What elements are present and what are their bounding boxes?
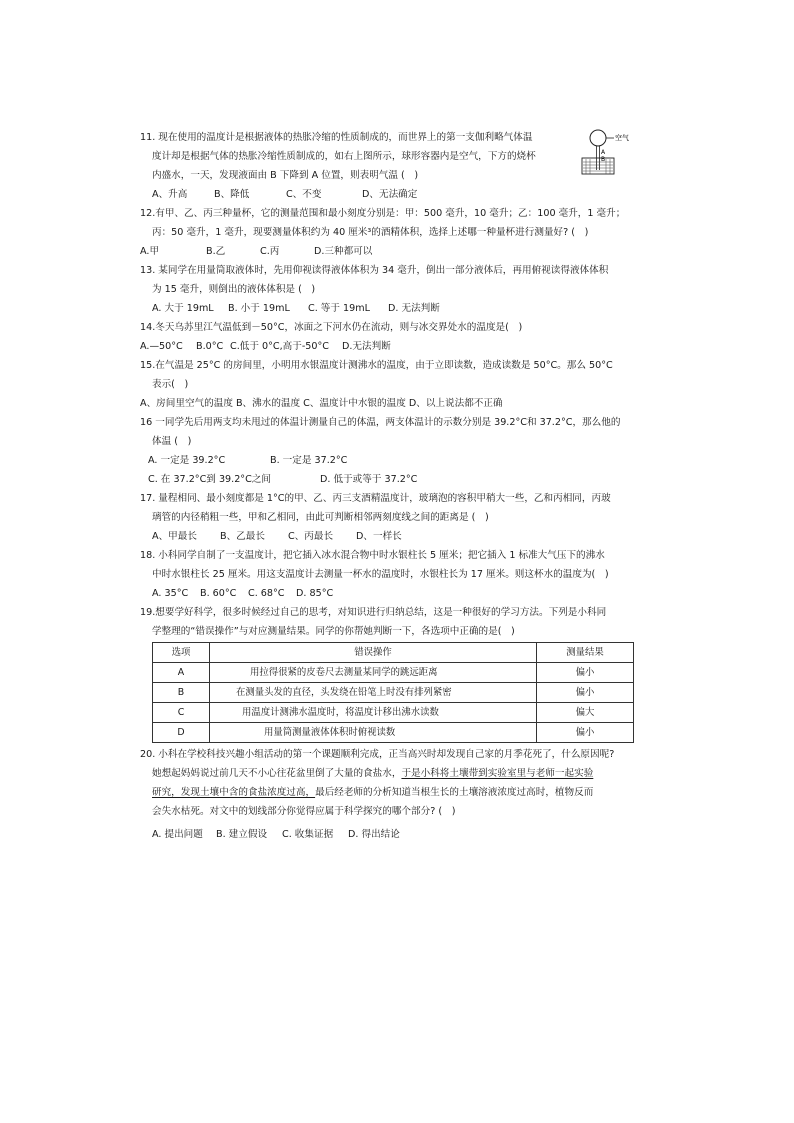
q20-line-3-text: 最后经老师的分析知道当根生长的土壤溶液浓度过高时，植物反而 bbox=[315, 787, 594, 798]
q11-options bbox=[140, 185, 650, 204]
table-cell-operation: 用量筒测量液体体积时俯视读数 bbox=[210, 723, 537, 743]
table-cell-result: 偏小 bbox=[537, 683, 634, 703]
q11-line-1: 11. 现在使用的温度计是根据液体的热胀冷缩的性质制成的，而世界上的第一支伽利略气体温 bbox=[140, 132, 533, 143]
table-cell-result: 偏小 bbox=[537, 723, 634, 743]
question-list bbox=[140, 128, 650, 844]
q20-option-b: B. 建立假设 bbox=[216, 829, 268, 840]
table-row bbox=[153, 703, 634, 723]
figure-label-b: B bbox=[601, 156, 606, 163]
q12-option-b: B.乙 bbox=[206, 246, 226, 257]
q12-line-2: 丙：50 毫升，1 毫升，现要测量体积约为 40 厘米³的酒精体积，选择上述哪一种量杯进行测量好? ( ) bbox=[152, 227, 589, 238]
q16-option-a: A. 一定是 39.2°C bbox=[148, 455, 226, 466]
q16-option-b: B. 一定是 37.2°C bbox=[270, 455, 348, 466]
table-cell-option: A bbox=[153, 663, 210, 683]
q15-line-1: 15.在气温是 25°C 的房间里，小明用水银温度计测沸水的温度，由于立即读数，造成读数是 50°C。那么 50°C bbox=[140, 360, 613, 371]
q17-option-c: C、丙最长 bbox=[288, 531, 334, 542]
table-row bbox=[153, 723, 634, 743]
question-16 bbox=[140, 413, 650, 489]
q16-line-2: 体温 ( ) bbox=[152, 436, 192, 447]
q11-line-3: 内盛水，一天，发现液面由 B 下降到 A 位置，则表明气温 ( ) bbox=[152, 170, 419, 181]
q20-line-3 bbox=[140, 783, 650, 802]
q16-options-row-1 bbox=[140, 451, 650, 470]
q16-options-row-2 bbox=[140, 470, 650, 489]
question-19 bbox=[140, 603, 650, 743]
q13-option-d: D. 无法判断 bbox=[388, 303, 440, 314]
q12-option-c: C.丙 bbox=[260, 246, 280, 257]
table-cell-result: 偏小 bbox=[537, 663, 634, 683]
table-cell-option: D bbox=[153, 723, 210, 743]
q17-line-1: 17. 量程相同、最小刻度都是 1°C的甲、乙、丙三支酒精温度计，玻璃泡的容积甲稍大一些，乙和丙相同，丙玻 bbox=[140, 493, 611, 504]
q20-option-a: A. 提出问题 bbox=[152, 829, 203, 840]
table-header-result: 测量结果 bbox=[537, 643, 634, 663]
table-row bbox=[153, 683, 634, 703]
q18-option-a: A. 35°C bbox=[152, 588, 189, 599]
q13-options bbox=[140, 299, 650, 318]
q12-line-1: 12.有甲、乙、丙三种量杯，它的测量范围和最小刻度分别是：甲：500 毫升，10 毫升；乙：100 毫升，1 毫升； bbox=[140, 208, 626, 219]
q16-option-d: D. 低于或等于 37.2°C bbox=[320, 474, 418, 485]
table-cell-operation: 用拉得很紧的皮卷尺去测量某同学的跳远距离 bbox=[210, 663, 537, 683]
table-header-option: 选项 bbox=[153, 643, 210, 663]
q17-option-a: A、甲最长 bbox=[152, 531, 197, 542]
q18-option-b: B. 60°C bbox=[200, 588, 237, 599]
figure-label-a: A bbox=[601, 149, 606, 156]
question-14 bbox=[140, 318, 650, 356]
table-cell-result: 偏大 bbox=[537, 703, 634, 723]
q18-option-d: D. 85°C bbox=[296, 588, 334, 599]
q17-line-2: 璃管的内径稍粗一些，甲和乙相同，由此可判断相邻两刻度线之间的距离是 ( ) bbox=[152, 512, 489, 523]
table-header-operation: 错误操作 bbox=[210, 643, 537, 663]
q15-options: A、房间里空气的温度 B、沸水的温度 C、温度计中水银的温度 D、以上说法都不正确 bbox=[140, 398, 503, 409]
q11-line-2: 度计却是根据气体的热胀冷缩性质制成的，如右上图所示，球形容器内是空气，下方的烧杯 bbox=[152, 151, 536, 162]
q11-option-c: C、不变 bbox=[286, 189, 322, 200]
q12-option-a: A.甲 bbox=[140, 246, 160, 257]
question-15 bbox=[140, 356, 650, 413]
q11-option-b: B、降低 bbox=[214, 189, 250, 200]
q11-option-d: D、无法确定 bbox=[362, 189, 418, 200]
question-17 bbox=[140, 489, 650, 546]
figure-label-air: 空气 bbox=[615, 134, 629, 142]
error-operation-table bbox=[152, 642, 634, 743]
q13-line-1: 13. 某同学在用量筒取液体时，先用仰视读得液体体积为 34 毫升，倒出一部分液体后，再用俯视读得液体体积 bbox=[140, 265, 609, 276]
q18-line-2: 中时水银柱长 25 厘米。用这支温度计去测量一杯水的温度时，水银柱长为 17 厘米。则这杯水的温度为( ) bbox=[152, 569, 609, 580]
q14-option-a: A.—50°C bbox=[140, 341, 183, 352]
q14-option-c: C.低于 0°C,高于-50°C bbox=[230, 341, 329, 352]
q20-line-2 bbox=[140, 764, 650, 783]
question-11 bbox=[140, 128, 650, 204]
q12-options bbox=[140, 242, 650, 261]
q14-option-d: D.无法判断 bbox=[342, 341, 391, 352]
q14-options bbox=[140, 337, 650, 356]
table-cell-operation: 用温度计测沸水温度时，将温度计移出沸水读数 bbox=[210, 703, 537, 723]
q16-option-c: C. 在 37.2°C到 39.2°C之间 bbox=[148, 474, 271, 485]
q20-option-d: D. 得出结论 bbox=[348, 829, 400, 840]
q20-underlined-part-1: 于是小科将土壤带到实验室里与老师一起实验 bbox=[401, 768, 594, 779]
q13-option-a: A. 大于 19mL bbox=[152, 303, 214, 314]
question-18 bbox=[140, 546, 650, 603]
table-cell-option: B bbox=[153, 683, 210, 703]
q18-line-1: 18. 小科同学自制了一支温度计，把它插入冰水混合物中时水银柱长 5 厘米；把它插入 1 标准大气压下的沸水 bbox=[140, 550, 605, 561]
q18-option-c: C. 68°C bbox=[248, 588, 285, 599]
q13-line-2: 为 15 毫升，则倒出的液体体积是 ( ) bbox=[152, 284, 316, 295]
q20-line-4: 会失水枯死。对文中的划线部分你觉得应属于科学探究的哪个部分? ( ) bbox=[152, 806, 456, 817]
q20-line-1: 20. 小科在学校科技兴趣小组活动的第一个课题顺利完成，正当高兴时却发现自己家的月季花死了，什么原因呢? bbox=[140, 749, 615, 760]
q16-line-1: 16 一同学先后用两支均未甩过的体温计测量自己的体温，两支体温计的示数分别是 39.2°C和 37.2°C，那么他的 bbox=[140, 417, 621, 428]
q13-option-c: C. 等于 19mL bbox=[308, 303, 370, 314]
question-12 bbox=[140, 204, 650, 261]
question-13 bbox=[140, 261, 650, 318]
q19-line-1: 19.想要学好科学，很多时候经过自己的思考，对知识进行归纳总结，这是一种很好的学习方法。下列是小科同 bbox=[140, 607, 607, 618]
q20-underlined-part-2: 研究，发现土壤中含的食盐浓度过高， bbox=[152, 787, 316, 798]
q13-option-b: B. 小于 19mL bbox=[228, 303, 290, 314]
table-cell-operation: 在测量头发的直径，头发绕在铅笔上时没有排列紧密 bbox=[210, 683, 537, 703]
q14-option-b: B.0°C bbox=[196, 341, 224, 352]
q15-line-2: 表示( ) bbox=[152, 379, 189, 390]
q19-line-2: 学整理的“错误操作”与对应测量结果。同学的你帮她判断一下，各选项中正确的是( ) bbox=[152, 626, 515, 637]
table-header-row bbox=[153, 643, 634, 663]
q18-options bbox=[140, 584, 650, 603]
question-20 bbox=[140, 745, 650, 844]
q20-option-c: C. 收集证据 bbox=[282, 829, 334, 840]
q17-options bbox=[140, 527, 650, 546]
q12-option-d: D.三种都可以 bbox=[314, 246, 373, 257]
q11-option-a: A、升高 bbox=[152, 189, 188, 200]
q17-option-d: D、一样长 bbox=[356, 531, 402, 542]
table-row bbox=[153, 663, 634, 683]
table-cell-option: C bbox=[153, 703, 210, 723]
q14-line-1: 14.冬天乌苏里江气温低到－50°C，冰面之下河水仍在流动，则与冰交界处水的温度是( ) bbox=[140, 322, 523, 333]
q20-line-2-text: 她想起妈妈说过前几天不小心往花盆里倒了大量的食盐水， bbox=[152, 768, 402, 779]
q20-options bbox=[140, 825, 650, 844]
q17-option-b: B、乙最长 bbox=[220, 531, 265, 542]
